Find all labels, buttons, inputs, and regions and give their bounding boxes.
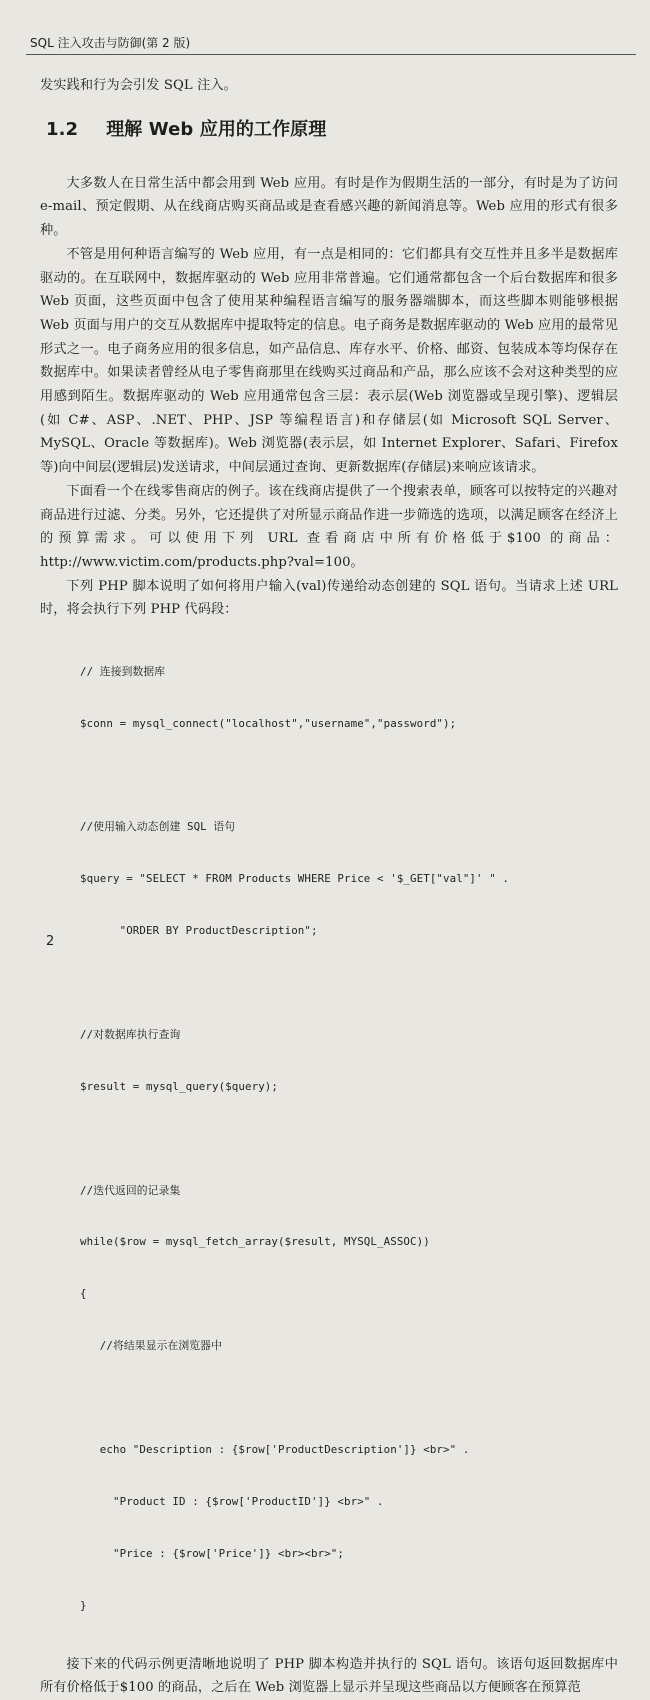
code-line: $result = mysql_query($query); — [80, 1079, 279, 1093]
code-line: } — [80, 1598, 87, 1612]
code-line: "ORDER BY ProductDescription"; — [80, 924, 318, 938]
running-header: SQL 注入攻击与防御(第 2 版) — [30, 36, 191, 50]
code-line: "Price : {$row['Price']} <br><br>"; — [80, 1546, 345, 1560]
paragraph-3: 下面看一个在线零售商店的例子。该在线商店提供了一个搜索表单，顾客可以按特定的兴趣对商品进行过滤、分类。另外，它还提供了对所显示商品作进一步筛选的选项，以满足顾客在经济上的预算需求。可以使用下列 URL 查看商店中所有价格低于$100 的商品：http://www.victim.com/products.php?val=100。 — [40, 483, 618, 570]
paragraph-4: 下列 PHP 脚本说明了如何将用户输入(val)传递给动态创建的 SQL 语句。当请求上述 URL 时，将会执行下列 PHP 代码段： — [40, 578, 618, 618]
paragraph-2: 不管是用何种语言编写的 Web 应用，有一点是相同的：它们都具有交互性并且多半是数据库驱动的。在互联网中，数据库驱动的 Web 应用非常普遍。它们通常都包含一个后台数据库和很多 Web 页面，这些页面中包含了使用某种编程语言编写的服务器端脚本，而这些脚本则能够根据 Web 页面与用户的交互从数据库中提取特定的信息。电子商务是数据库驱动的 Web 应用的最常见形式之一。电子商务应用的很多信息，如产品信息、库存水平、价格、邮资、包装成本等均保存在数据库中。如果读者曾经从电子零售商那里在线购买过商品和产品，那么应该不会对这种类型的应用感到陌生。数据库驱动的 Web 应用通常包含三层：表示层(Web 浏览器或呈现引擎)、逻辑层(如 C#、ASP、.NET、PHP、JSP 等编程语言)和存储层(如 Microsoft SQL Server、MySQL、Oracle 等数据库)。Web 浏览器(表示层，如 Internet Explorer、Safari、Firefox 等)向中间层(逻辑层)发送请求，中间层通过查询、更新数据库(存储层)来响应该请求。 — [40, 246, 618, 476]
paragraph-1: 大多数人在日常生活中都会用到 Web 应用。有时是作为假期生活的一部分，有时是为了访问 e-mail、预定假期、从在线商店购买商品或是查看感兴趣的新闻消息等。Web 应用的形式有很多种。 — [40, 175, 618, 239]
code-line — [80, 1389, 618, 1406]
code-line — [80, 766, 618, 783]
php-code-block — [80, 628, 618, 1649]
page-number: 2 — [46, 934, 55, 949]
code-line: while($row = mysql_fetch_array($result, MYSQL_ASSOC)) — [80, 1235, 430, 1249]
code-line: $conn = mysql_connect("localhost","username","password"); — [80, 716, 457, 730]
code-line: { — [80, 1287, 87, 1301]
code-line: echo "Description : {$row['ProductDescription']} <br>" . — [80, 1443, 470, 1457]
section-heading — [46, 116, 618, 144]
code-line: "Product ID : {$row['ProductID']} <br>" . — [80, 1494, 384, 1508]
code-line: $query = "SELECT * FROM Products WHERE Price < '$_GET["val"]' " . — [80, 872, 510, 886]
section-title: 理解 Web 应用的工作原理 — [106, 118, 327, 140]
code-line — [80, 974, 618, 991]
code-line: //迭代返回的记录集 — [80, 1183, 181, 1197]
page-body — [40, 74, 618, 1700]
section-number: 1.2 — [46, 118, 79, 140]
paragraph-5: 接下来的代码示例更清晰地说明了 PHP 脚本构造并执行的 SQL 语句。该语句返回数据库中所有价格低于$100 的商品，之后在 Web 浏览器上显示并呈现这些商品以方便顾客在预算范 — [40, 1656, 618, 1696]
continued-line: 发实践和行为会引发 SQL 注入。 — [40, 78, 237, 93]
header-rule — [26, 54, 636, 55]
code-line: // 连接到数据库 — [80, 664, 166, 678]
code-line: //对数据库执行查询 — [80, 1027, 181, 1041]
code-line: //使用输入动态创建 SQL 语句 — [80, 820, 236, 834]
code-line — [80, 1130, 618, 1147]
code-line: //将结果显示在浏览器中 — [80, 1339, 222, 1353]
